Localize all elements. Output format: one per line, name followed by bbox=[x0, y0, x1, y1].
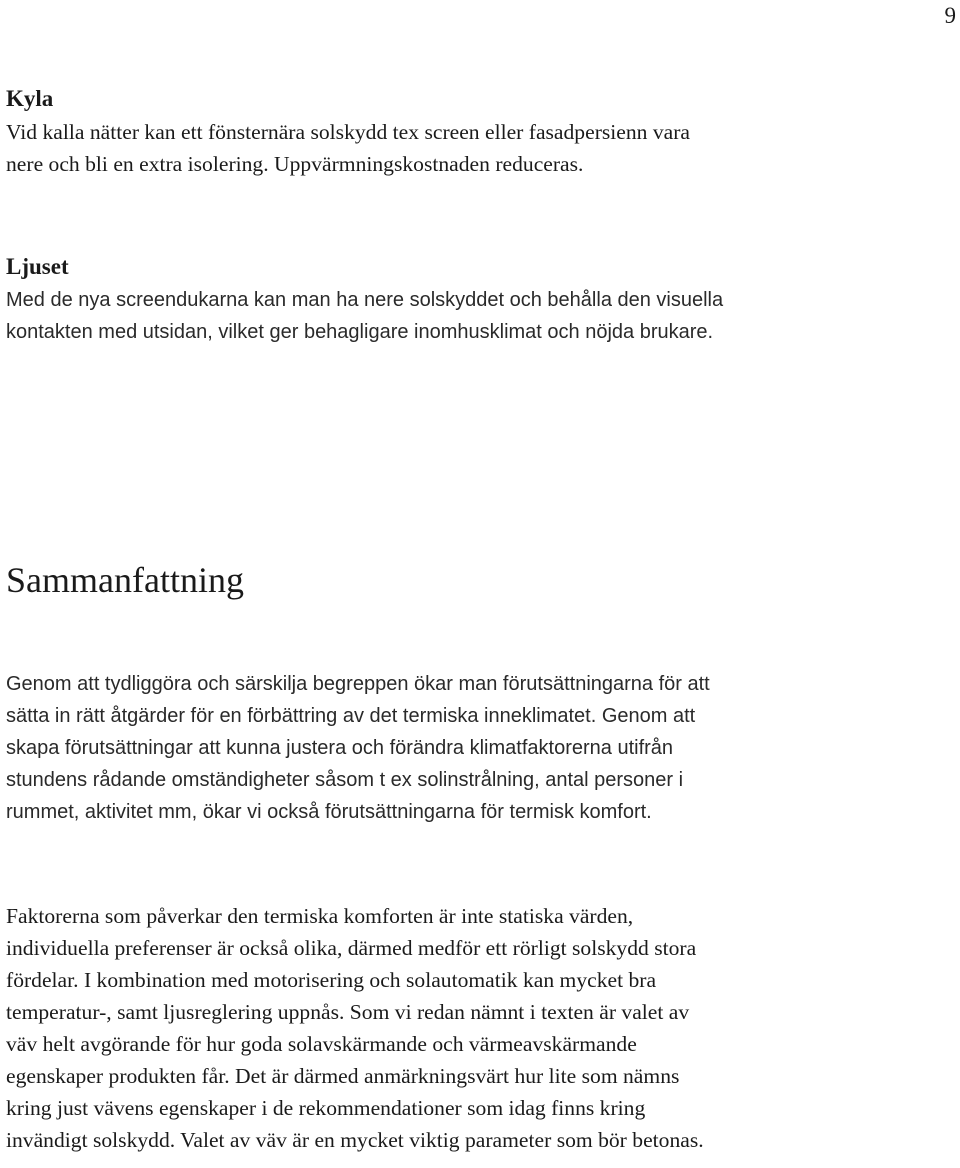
kyla-paragraph bbox=[6, 116, 951, 180]
text-line: Med de nya screendukarna kan man ha nere solskyddet och behålla den visuella bbox=[6, 289, 724, 311]
kyla-heading: Kyla bbox=[6, 86, 54, 111]
sammanfattning-paragraph-1 bbox=[6, 668, 951, 828]
paragraph bbox=[6, 668, 951, 828]
ljuset-paragraph bbox=[6, 284, 951, 348]
page-number: 9 bbox=[944, 3, 956, 28]
text-line: Genom att tydliggöra och särskilja begreppen ökar man förutsättningarna för att bbox=[6, 673, 710, 695]
paragraph bbox=[6, 900, 951, 1156]
text-line: nere och bli en extra isolering. Uppvärmningskostnaden reduceras. bbox=[6, 152, 584, 176]
text-line: egenskaper produkten får. Det är därmed anmärkningsvärt hur lite som nämns bbox=[6, 1064, 680, 1088]
text-line: individuella preferenser är också olika, därmed medför ett rörligt solskydd stora bbox=[6, 936, 697, 960]
text-line: rummet, aktivitet mm, ökar vi också förutsättningarna för termisk komfort. bbox=[6, 801, 652, 823]
sammanfattning-paragraph-2 bbox=[6, 900, 951, 1156]
text-line: sätta in rätt åtgärder för en förbättring av det termiska inneklimatet. Genom att bbox=[6, 705, 696, 727]
ljuset-heading: Ljuset bbox=[6, 254, 69, 279]
section-kyla bbox=[6, 84, 951, 180]
section-ljuset bbox=[6, 252, 951, 348]
text-line: kring just vävens egenskaper i de rekommendationer som idag finns kring bbox=[6, 1096, 646, 1120]
text-line: invändigt solskydd. Valet av väv är en mycket viktig parameter som bör betonas. bbox=[6, 1128, 704, 1152]
text-line: Vid kalla nätter kan ett fönsternära solskydd tex screen eller fasadpersienn vara bbox=[6, 120, 691, 144]
text-line: skapa förutsättningar att kunna justera och förändra klimatfaktorerna utifrån bbox=[6, 737, 674, 759]
text-line: Faktorerna som påverkar den termiska komforten är inte statiska värden, bbox=[6, 904, 634, 928]
text-line: väv helt avgörande för hur goda solavskärmande och värmeavskärmande bbox=[6, 1032, 637, 1056]
text-line: stundens rådande omständigheter såsom t ex solinstrålning, antal personer i bbox=[6, 769, 684, 791]
section-sammanfattning-title bbox=[6, 558, 951, 602]
sammanfattning-heading: Sammanfattning bbox=[6, 560, 244, 600]
text-line: kontakten med utsidan, vilket ger behagligare inomhusklimat och nöjda brukare. bbox=[6, 321, 714, 343]
text-line: fördelar. I kombination med motorisering och solautomatik kan mycket bra bbox=[6, 968, 657, 992]
text-line: temperatur-, samt ljusreglering uppnås. Som vi redan nämnt i texten är valet av bbox=[6, 1000, 690, 1024]
